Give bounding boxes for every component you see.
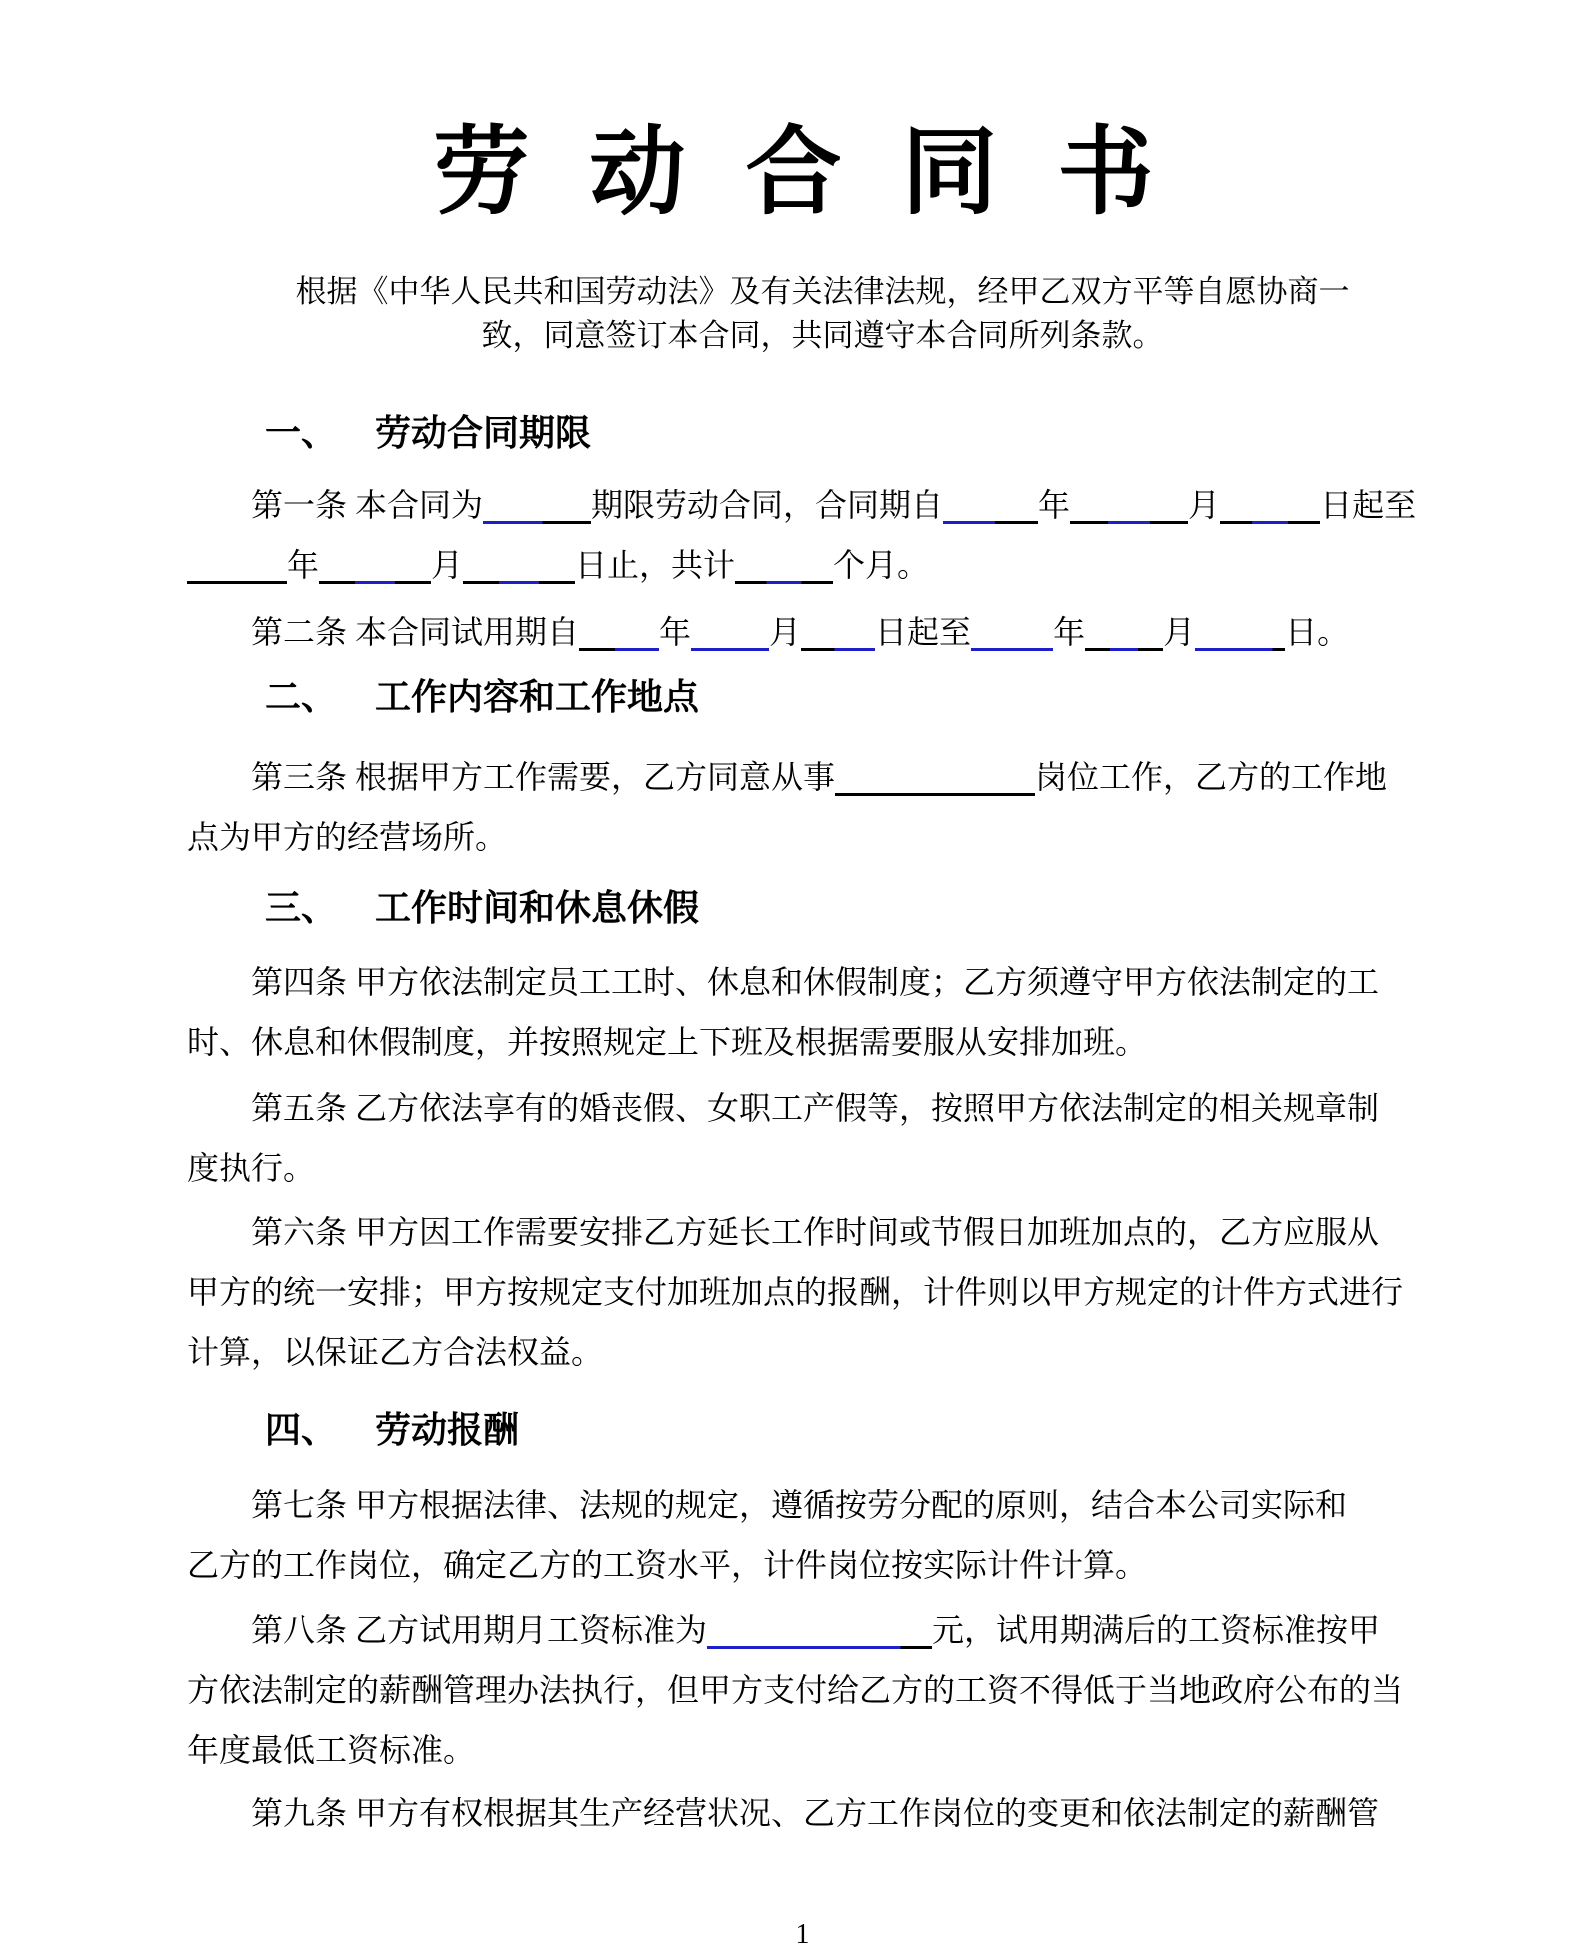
clause-text: 第三条 根据甲方工作需要，乙方同意从事 (251, 759, 836, 795)
clause-text: 第六条 甲方因工作需要安排乙方延长工作时间或节假日加班加点的，乙方应服从 (251, 1214, 1380, 1250)
text-line (187, 1078, 1418, 1138)
blank-underline-field[interactable] (187, 550, 287, 584)
clause-text: 年 (1053, 614, 1086, 650)
blank-underline-field[interactable] (1195, 617, 1285, 651)
section-heading (187, 409, 1418, 457)
clause-text: 年 (659, 614, 692, 650)
clause-text: 度执行。 (187, 1150, 316, 1186)
blank-underline-field[interactable] (1085, 617, 1163, 651)
section-number: 三、 (265, 888, 338, 928)
clause-text: 第一条 本合同为 (251, 487, 484, 523)
blank-underline-field[interactable] (691, 617, 769, 651)
clause-text: 月 (1163, 614, 1196, 650)
clause-paragraph (187, 1600, 1418, 1780)
text-line (187, 1262, 1418, 1322)
blank-underline-field[interactable] (707, 1615, 932, 1649)
blank-underline-field[interactable] (1070, 490, 1188, 524)
clause-paragraph (187, 1078, 1418, 1198)
clause-text: 日。 (1285, 614, 1350, 650)
clause-paragraph (187, 475, 1418, 595)
clause-text: 个月。 (833, 547, 930, 583)
text-line (187, 475, 1418, 535)
blank-underline-field[interactable] (579, 617, 659, 651)
clause-text: 计算，以保证乙方合法权益。 (187, 1334, 604, 1370)
text-line (187, 1720, 1418, 1780)
clause-paragraph (187, 952, 1418, 1072)
clause-paragraph (187, 602, 1418, 662)
text-line (187, 1202, 1418, 1262)
clause-text: 年度最低工资标准。 (187, 1732, 476, 1768)
section-heading (187, 673, 1418, 721)
section-heading-text: 工作时间和休息休假 (375, 888, 700, 928)
clause-text: 期限劳动合同，合同期自 (591, 487, 944, 523)
clause-text: 月 (431, 547, 464, 583)
text-line (187, 1322, 1418, 1382)
text-line (187, 602, 1418, 662)
clause-text: 第二条 本合同试用期自 (251, 614, 580, 650)
text-line (187, 1600, 1418, 1660)
clause-text: 日起至 (1320, 487, 1417, 523)
blank-underline-field[interactable] (735, 550, 833, 584)
clause-text: 年 (1038, 487, 1071, 523)
document-title: 劳 动 合 同 书 (433, 119, 1172, 226)
clause-text: 时、休息和休假制度，并按照规定上下班及根据需要服从安排加班。 (187, 1024, 1148, 1060)
blank-underline-field[interactable] (835, 762, 1035, 796)
text-line (187, 807, 1418, 867)
intro-line: 根据《中华人民共和国劳动法》及有关法律法规，经甲乙双方平等自愿协商一 (295, 274, 1350, 309)
section-number: 一、 (265, 413, 338, 453)
blank-underline-field[interactable] (971, 617, 1053, 651)
clause-text: 月 (1188, 487, 1221, 523)
text-line (187, 1660, 1418, 1720)
page-number: 1 (795, 1919, 810, 1950)
text-line (187, 1535, 1418, 1595)
clause-text: 第七条 甲方根据法律、法规的规定，遵循按劳分配的原则，结合本公司实际和 (251, 1487, 1348, 1523)
blank-underline-field[interactable] (801, 617, 875, 651)
clause-paragraph (187, 1475, 1418, 1595)
clause-text: 第九条 甲方有权根据其生产经营状况、乙方工作岗位的变更和依法制定的薪酬管 (251, 1795, 1380, 1831)
clause-text: 点为甲方的经营场所。 (187, 819, 508, 855)
intro-line: 致，同意签订本合同，共同遵守本合同所列条款。 (481, 318, 1164, 353)
intro-paragraph (187, 270, 1418, 358)
text-line (187, 952, 1418, 1012)
section-number: 四、 (265, 1410, 338, 1450)
blank-underline-field[interactable] (319, 550, 431, 584)
text-line (187, 1783, 1418, 1843)
clause-paragraph (187, 747, 1418, 867)
clause-text: 日起至 (875, 614, 972, 650)
section-heading (187, 1406, 1418, 1454)
clause-text: 第五条 乙方依法享有的婚丧假、女职工产假等，按照甲方依法制定的相关规章制 (251, 1090, 1380, 1126)
document-content (0, 118, 1587, 1950)
clause-text: 乙方的工作岗位，确定乙方的工资水平，计件岗位按实际计件计算。 (187, 1547, 1148, 1583)
blank-underline-field[interactable] (943, 490, 1038, 524)
clause-text: 第四条 甲方依法制定员工工时、休息和休假制度；乙方须遵守甲方依法制定的工 (251, 964, 1380, 1000)
text-line (187, 535, 1418, 595)
section-heading-text: 劳动报酬 (375, 1410, 520, 1450)
section-heading-text: 劳动合同期限 (375, 413, 592, 453)
section-heading (187, 884, 1418, 932)
clause-paragraph (187, 1202, 1418, 1382)
text-line (187, 1475, 1418, 1535)
blank-underline-field[interactable] (483, 490, 591, 524)
section-number: 二、 (265, 677, 338, 717)
text-line (187, 1012, 1418, 1072)
clause-paragraph (187, 1783, 1418, 1843)
clause-text: 方依法制定的薪酬管理办法执行，但甲方支付给乙方的工资不得低于当地政府公布的当 (187, 1672, 1404, 1708)
clause-text: 元，试用期满后的工资标准按甲 (932, 1612, 1381, 1648)
text-line (187, 1138, 1418, 1198)
clause-text: 第八条 乙方试用期月工资标准为 (251, 1612, 708, 1648)
clause-text: 岗位工作，乙方的工作地 (1035, 759, 1388, 795)
text-line (187, 747, 1418, 807)
clause-text: 月 (769, 614, 802, 650)
section-heading-text: 工作内容和工作地点 (375, 677, 700, 717)
blank-underline-field[interactable] (463, 550, 575, 584)
clause-text: 甲方的统一安排；甲方按规定支付加班加点的报酬，计件则以甲方规定的计件方式进行 (187, 1274, 1404, 1310)
clause-text: 年 (287, 547, 320, 583)
document-body (187, 409, 1418, 1843)
blank-underline-field[interactable] (1220, 490, 1320, 524)
clause-text: 日止，共计 (575, 547, 736, 583)
